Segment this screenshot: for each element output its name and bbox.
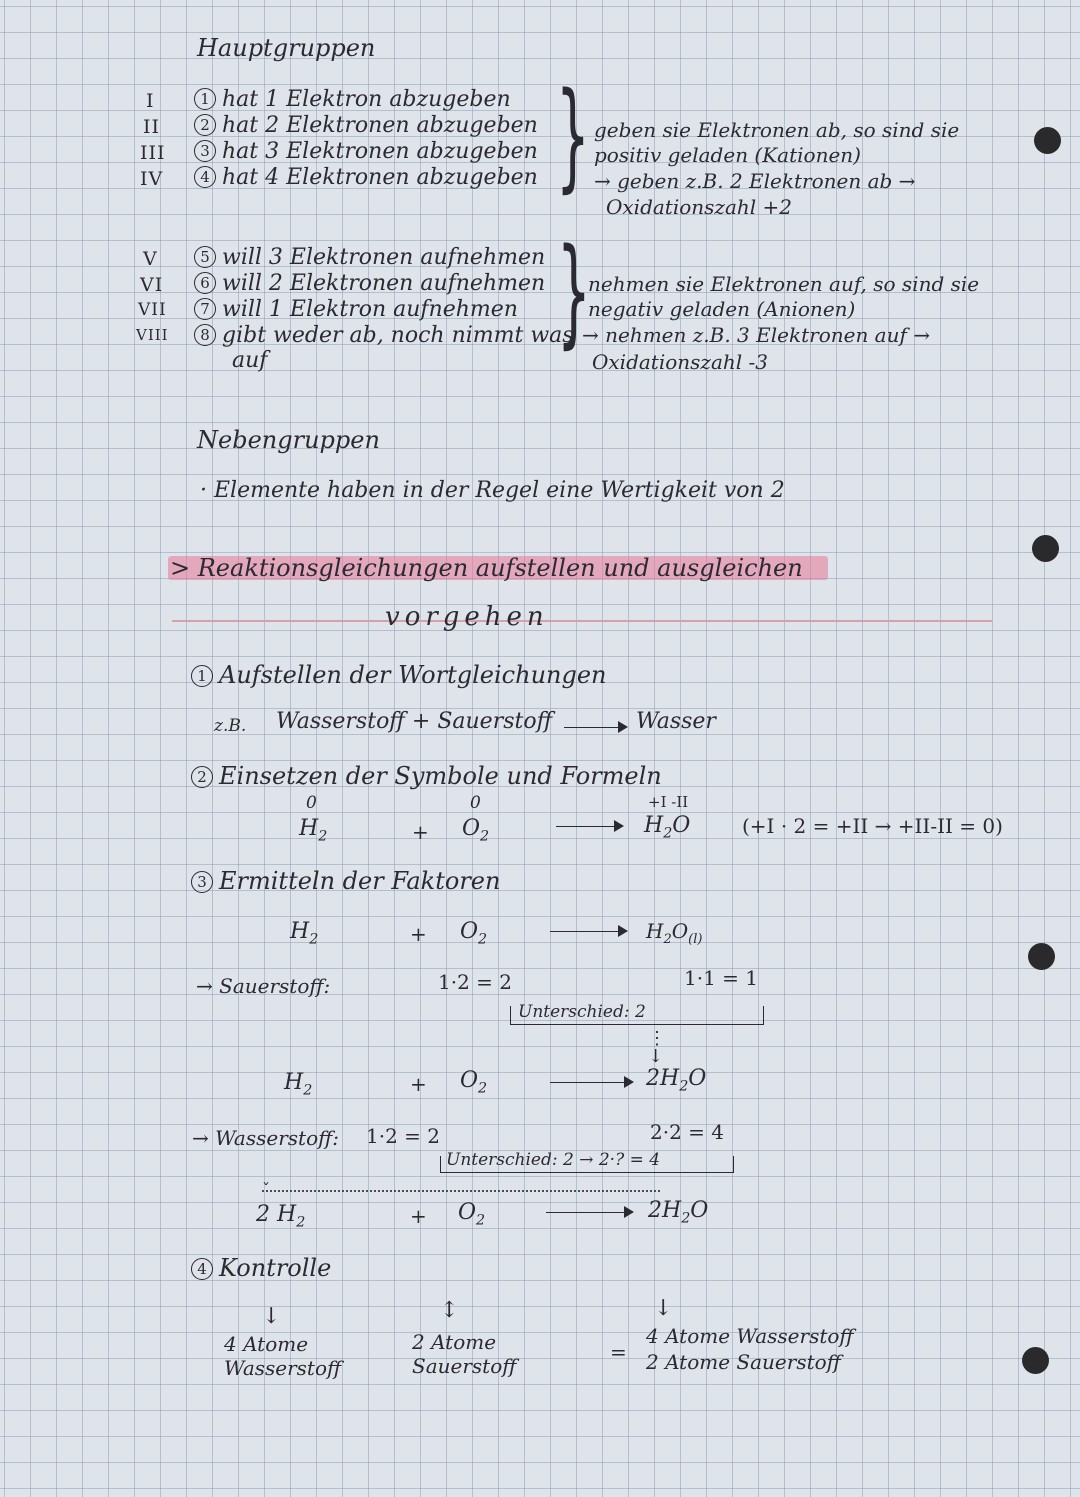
section-heading: > Reaktionsgleichungen aufstellen und ausgleichen (170, 554, 803, 582)
roman-numeral: IV (140, 168, 164, 190)
formula-h2: $H_2$ (299, 816, 328, 845)
example-prefix: z.B. (214, 716, 247, 736)
reaction-arrow (550, 931, 620, 932)
difference-label: Unterschied: 2 → 2·? = 4 (446, 1150, 661, 1170)
formula-o2: $O_2$ (462, 816, 490, 845)
roman-numeral: I (146, 90, 155, 112)
word-equation-product: Wasser (636, 709, 716, 734)
oxidation-number-o2: 0 (470, 793, 481, 813)
list-item: 8 gibt weder ab, noch nimmt was (194, 324, 574, 347)
calc-left: 1·2 = 2 (366, 1124, 441, 1148)
formula-2h2o: $2H_2O$ (646, 1066, 707, 1095)
roman-numeral: VII (138, 300, 167, 320)
curly-brace: } (556, 66, 590, 204)
dotted-line (262, 1190, 660, 1192)
punch-hole (1028, 943, 1055, 970)
roman-numeral: VI (140, 274, 164, 296)
arrow-head (624, 1206, 634, 1218)
reaction-arrow (556, 826, 616, 827)
formula-h2: $H_2$ (284, 1070, 313, 1099)
roman-numeral: II (143, 116, 161, 138)
formula-h2o: $H_2O$ (644, 813, 691, 842)
list-item: 5 will 3 Elektronen aufnehmen (194, 246, 545, 269)
note-line: → geben z.B. 2 Elektronen ab → (594, 169, 916, 193)
down-arrow: ⋮ ↓ (648, 1028, 666, 1067)
down-arrow: ↓ (654, 1296, 673, 1321)
formula-o2: $O_2$ (460, 919, 488, 948)
plus-sign: + (410, 1072, 427, 1096)
kontrolle-left-line1: 4 Atome (224, 1332, 309, 1356)
divider (172, 620, 992, 622)
plus-sign: + (410, 1204, 427, 1228)
kontrolle-mid-line2: Sauerstoff (412, 1354, 517, 1378)
oxidation-check: (+I · 2 = +II → +II-II = 0) (742, 814, 1003, 838)
sauerstoff-label: → Sauerstoff: (196, 974, 331, 998)
list-item: 2 hat 2 Elektronen abzugeben (194, 114, 538, 137)
list-item: 3 hat 3 Elektronen abzugeben (194, 140, 538, 163)
reaction-arrow (550, 1082, 626, 1083)
note-line: Oxidationszahl +2 (606, 195, 792, 219)
step-2-title: 2 Einsetzen der Symbole und Formeln (191, 764, 662, 788)
down-arrow: ↕ (440, 1298, 459, 1323)
down-arrow: ˇ (262, 1180, 270, 1199)
punch-hole (1034, 127, 1061, 154)
word-equation: Wasserstoff + Sauerstoff (276, 709, 553, 734)
note-line: negativ geladen (Anionen) (588, 297, 856, 321)
kontrolle-mid-line1: 2 Atome (412, 1330, 497, 1354)
formula-2h2: 2 $H_2$ (256, 1202, 306, 1231)
note-line: geben sie Elektronen ab, so sind sie (594, 118, 960, 142)
equals-sign: = (610, 1340, 627, 1364)
oxidation-number-h2o: +I -II (648, 793, 689, 811)
hauptgruppen-title: Hauptgruppen (197, 34, 376, 62)
arrow-head (624, 1076, 634, 1088)
formula-h2o: $H_2O_{(l)}$ (646, 919, 703, 947)
arrow-head (614, 820, 624, 832)
list-item: 7 will 1 Elektron aufnehmen (194, 298, 518, 321)
nebengruppen-bullet: · Elemente haben in der Regel eine Wertigkeit von 2 (200, 478, 785, 503)
reaction-arrow (564, 727, 620, 728)
list-item: 1 hat 1 Elektron abzugeben (194, 88, 511, 111)
step-1-title: 1 Aufstellen der Wortgleichungen (191, 663, 607, 687)
roman-numeral: III (140, 142, 166, 164)
calc-right: 1·1 = 1 (684, 966, 759, 990)
arrow-head (618, 925, 628, 937)
difference-label: Unterschied: 2 (518, 1002, 646, 1022)
wasserstoff-label: → Wasserstoff: (192, 1126, 340, 1150)
list-item-continuation: auf (232, 348, 268, 373)
plus-sign: + (410, 922, 427, 946)
calc-left: 1·2 = 2 (438, 970, 513, 994)
nebengruppen-title: Nebengruppen (197, 426, 380, 454)
note-line: → nehmen z.B. 3 Elektronen auf → (582, 323, 931, 347)
arrow-head (618, 721, 628, 733)
curly-brace: } (557, 222, 591, 360)
roman-numeral: V (143, 248, 158, 270)
plus-sign: + (412, 820, 429, 844)
punch-hole (1032, 535, 1059, 562)
step-4-title: 4 Kontrolle (191, 1256, 331, 1280)
formula-h2: $H_2$ (290, 919, 319, 948)
reaction-arrow (546, 1212, 626, 1213)
list-item: 6 will 2 Elektronen aufnehmen (194, 272, 545, 295)
roman-numeral: VIII (136, 326, 169, 344)
punch-hole (1022, 1347, 1049, 1374)
kontrolle-right-line1: 4 Atome Wasserstoff (646, 1324, 854, 1348)
note-line: nehmen sie Elektronen auf, so sind sie (588, 272, 980, 296)
formula-o2: $O_2$ (458, 1200, 486, 1229)
formula-o2: $O_2$ (460, 1068, 488, 1097)
kontrolle-left-line2: Wasserstoff (224, 1356, 342, 1380)
step-3-title: 3 Ermitteln der Faktoren (191, 869, 500, 893)
kontrolle-right-line2: 2 Atome Sauerstoff (646, 1350, 841, 1374)
calc-right: 2·2 = 4 (650, 1120, 725, 1144)
oxidation-number-h2: 0 (306, 793, 317, 813)
section-subheading: vorgehen (385, 602, 549, 632)
formula-2h2o: $2H_2O$ (648, 1198, 709, 1227)
list-item: 4 hat 4 Elektronen abzugeben (194, 166, 538, 189)
note-line: Oxidationszahl -3 (592, 350, 768, 374)
down-arrow: ↓ (262, 1304, 281, 1329)
note-line: positiv geladen (Kationen) (594, 143, 861, 167)
